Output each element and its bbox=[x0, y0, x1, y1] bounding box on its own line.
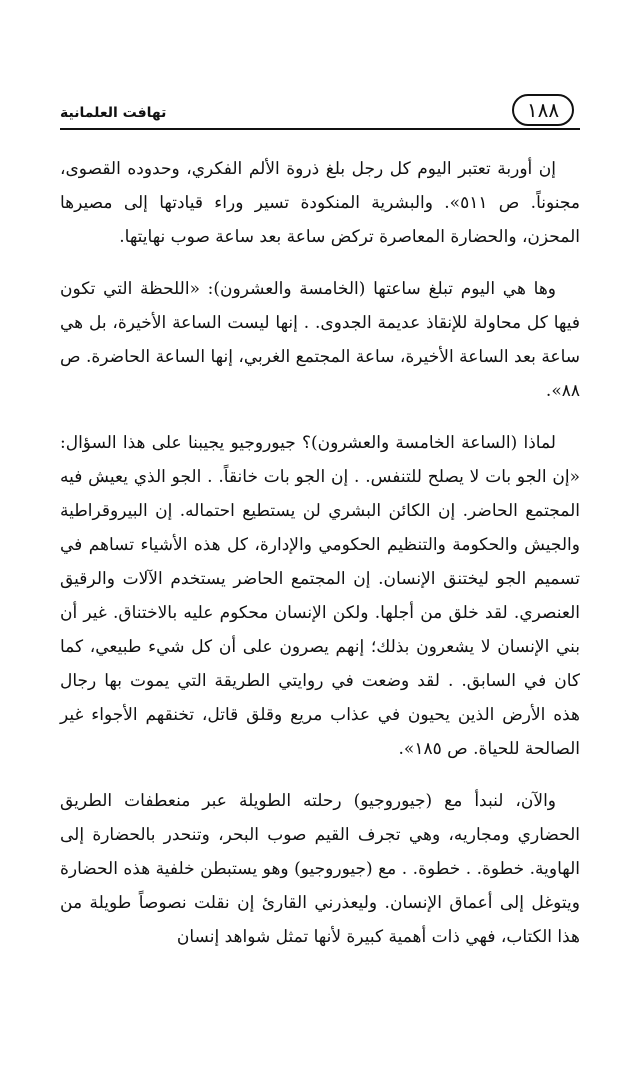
book-title: تهافت العلمانية bbox=[60, 105, 167, 121]
header-divider bbox=[60, 128, 580, 130]
paragraph-text: والآن، لنبدأ مع (جيوروجيو) رحلته الطويلة عبر منعطفات الطريق الحضاري ومجاريه، وهي تجرف القيم صوب البحر، وتنحدر بالحضارة إلى الهاوية. خطوة. . خطوة. . مع (جيوروجيو) وهو يستبطن خلفية هذه الحضارة ويتوغل إلى أعماق الإنسان. وليعذرني القارئ إن نقلت نصوصاً طويلة من هذا الكتاب، فهي ذات أهمية كبيرة لأنها تمثل شواهد إنسان bbox=[60, 791, 580, 947]
page-header bbox=[60, 92, 580, 134]
paragraph-3 bbox=[60, 426, 580, 766]
paragraph-4 bbox=[60, 784, 580, 954]
paragraph-text: إن أوربة تعتبر اليوم كل رجل بلغ ذروة الألم الفكري، وحدوده القصوى، مجنوناً. ص ٥١١». والبشرية المنكودة تسير وراء قيادتها إلى مصيرها المحزن، والحضارة المعاصرة تركض ساعة بعد ساعة صوب نهايتها. bbox=[60, 159, 580, 247]
page-number-badge: ١٨٨ bbox=[512, 94, 574, 126]
paragraph-text: لماذا (الساعة الخامسة والعشرون)؟ جيوروجيو يجيبنا على هذا السؤال: «إن الجو بات لا يصلح للتنفس. . إن الجو بات خانقاً. . الجو الذي يعيش فيه المجتمع الحاضر. إن الكائن البشري لن يستطيع احتماله. إن البيروقراطية والجيش والحكومة والتنظيم الحكومي والإدارة، كل هذه الأشياء تساهم في تسميم الجو ليختنق الإنسان. إن المجتمع الحاضر يستخدم الآلات والرقيق العنصري. لقد خلق من أجلها. ولكن الإنسان محكوم عليه بالاختناق. غير أن بني الإنسان لا يشعرون بذلك؛ إنهم يصرون على أن كل شيء طبيعي، كما كان في السابق. . لقد وضعت في روايتي الطريقة التي يموت بها رجال هذه الأرض الذين يحيون في عذاب مريع وقلق قاتل، تخنقهم الأجواء غير الصالحة للحياة. ص ١٨٥». bbox=[60, 433, 580, 759]
paragraph-1 bbox=[60, 152, 580, 254]
paragraph-text: وها هي اليوم تبلغ ساعتها (الخامسة والعشرون): «اللحظة التي تكون فيها كل محاولة للإنقاذ عديمة الجدوى. . إنها ليست الساعة الأخيرة، بل هي ساعة بعد الساعة الأخيرة، ساعة المجتمع الغربي، إنها الساعة الحاضرة. ص ٨٨». bbox=[60, 279, 580, 401]
body-text bbox=[60, 152, 580, 954]
paragraph-2 bbox=[60, 272, 580, 408]
